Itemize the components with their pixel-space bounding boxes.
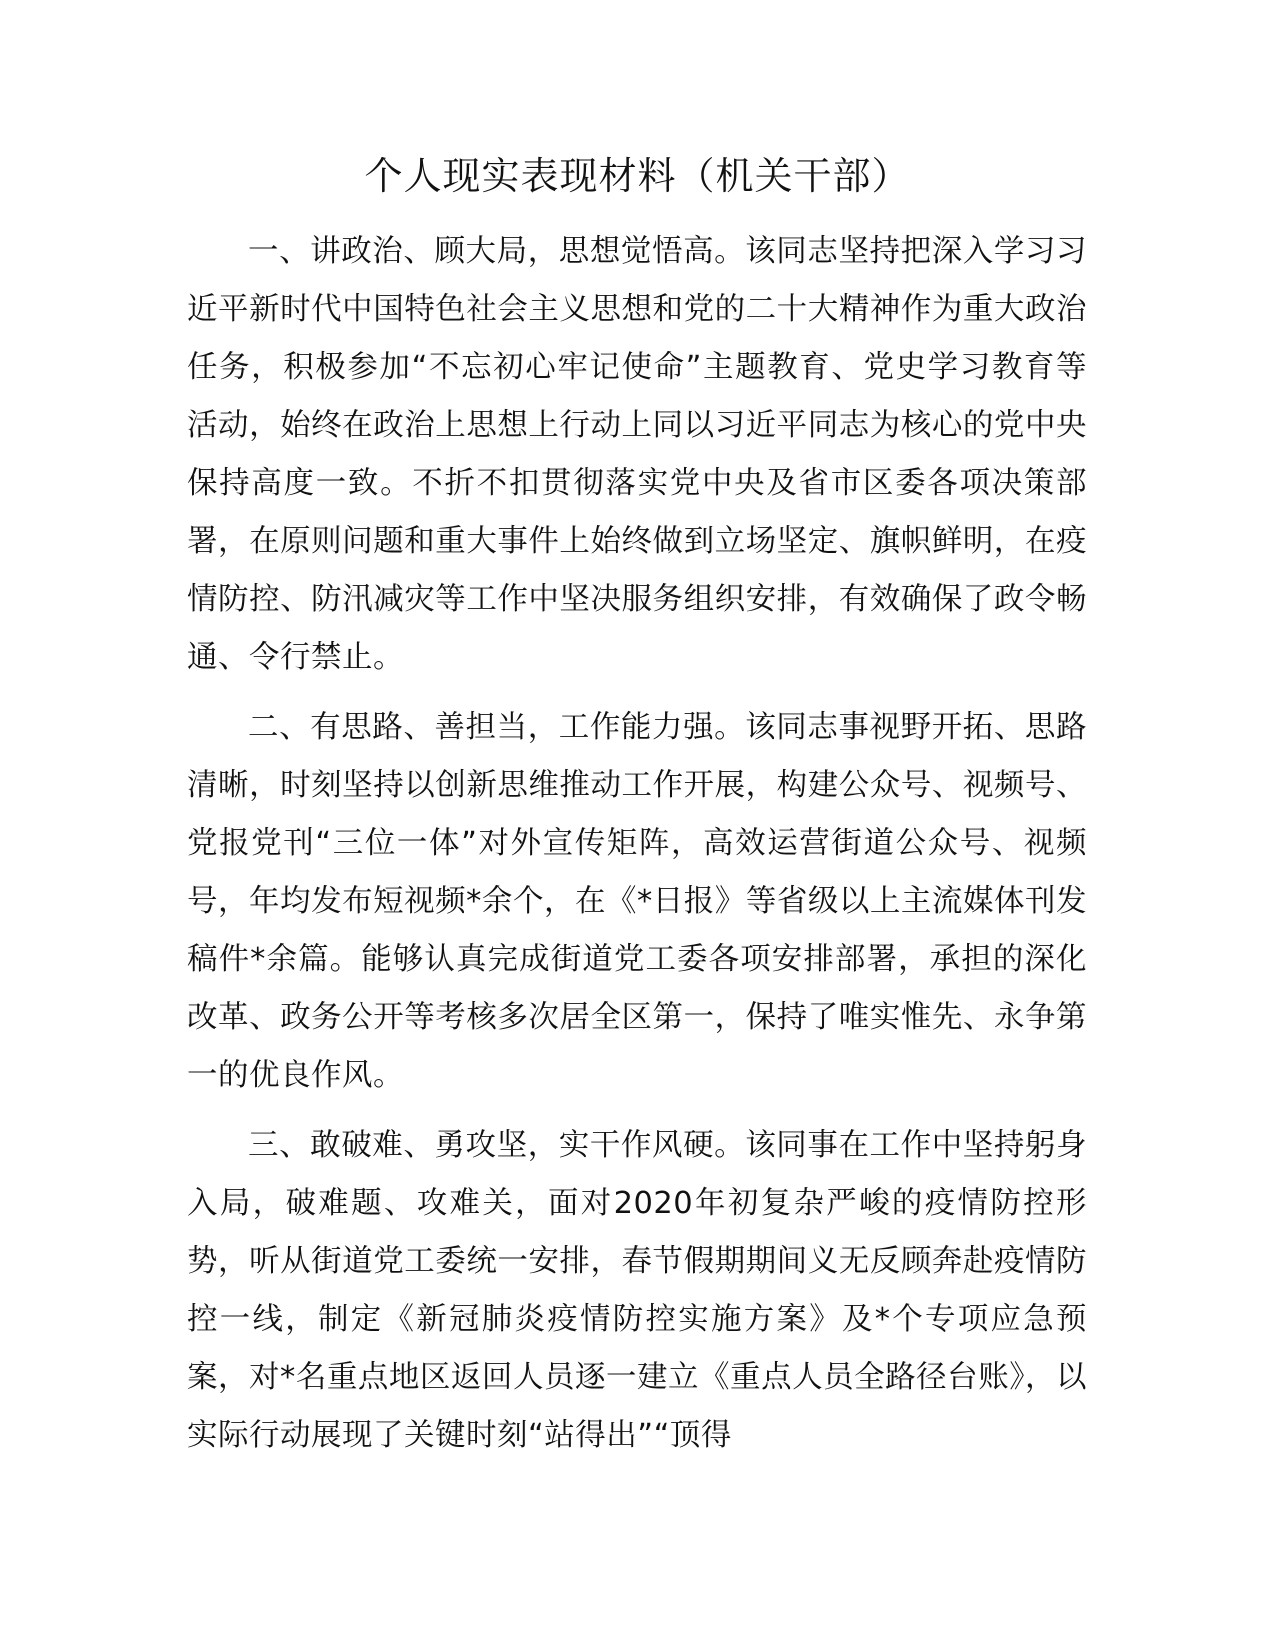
document-title: 个人现实表现材料（机关干部） <box>364 154 911 198</box>
paragraph-3: 三、敢破难、勇攻坚，实干作风硬。该同事在工作中坚持躬身入局，破难题、攻难关，面对2020年初复杂严峻的疫情防控形势，听从街道党工委统一安排，春节假期期间义无反顾奔赴疫情防控一线，制定《新冠肺炎疫情防控实施方案》及*个专项应急预案，对*名重点地区返回人员逐一建立《重点人员全路径台账》，以实际行动展现了关键时刻“站得出”“顶得 <box>187 1128 1087 1453</box>
paragraph-2: 二、有思路、善担当，工作能力强。该同志事视野开拓、思路清晰，时刻坚持以创新思维推动工作开展，构建公众号、视频号、党报党刊“三位一体”对外宣传矩阵，高效运营街道公众号、视频号，年均发布短视频*余个，在《*日报》等省级以上主流媒体刊发稿件*余篇。能够认真完成街道党工委各项安排部署，承担的深化改革、政务公开等考核多次居全区第一，保持了唯实惟先、永争第一的优良作风。 <box>187 710 1087 1093</box>
paragraph-1: 一、讲政治、顾大局，思想觉悟高。该同志坚持把深入学习习近平新时代中国特色社会主义思想和党的二十大精神作为重大政治任务，积极参加“不忘初心牢记使命”主题教育、党史学习教育等活动，始终在政治上思想上行动上同以习近平同志为核心的党中央保持高度一致。不折不扣贯彻落实党中央及省市区委各项决策部署，在原则问题和重大事件上始终做到立场坚定、旗帜鲜明，在疫情防控、防汛减灾等工作中坚决服务组织安排，有效确保了政令畅通、令行禁止。 <box>187 234 1087 675</box>
document-body <box>187 223 1087 1477</box>
